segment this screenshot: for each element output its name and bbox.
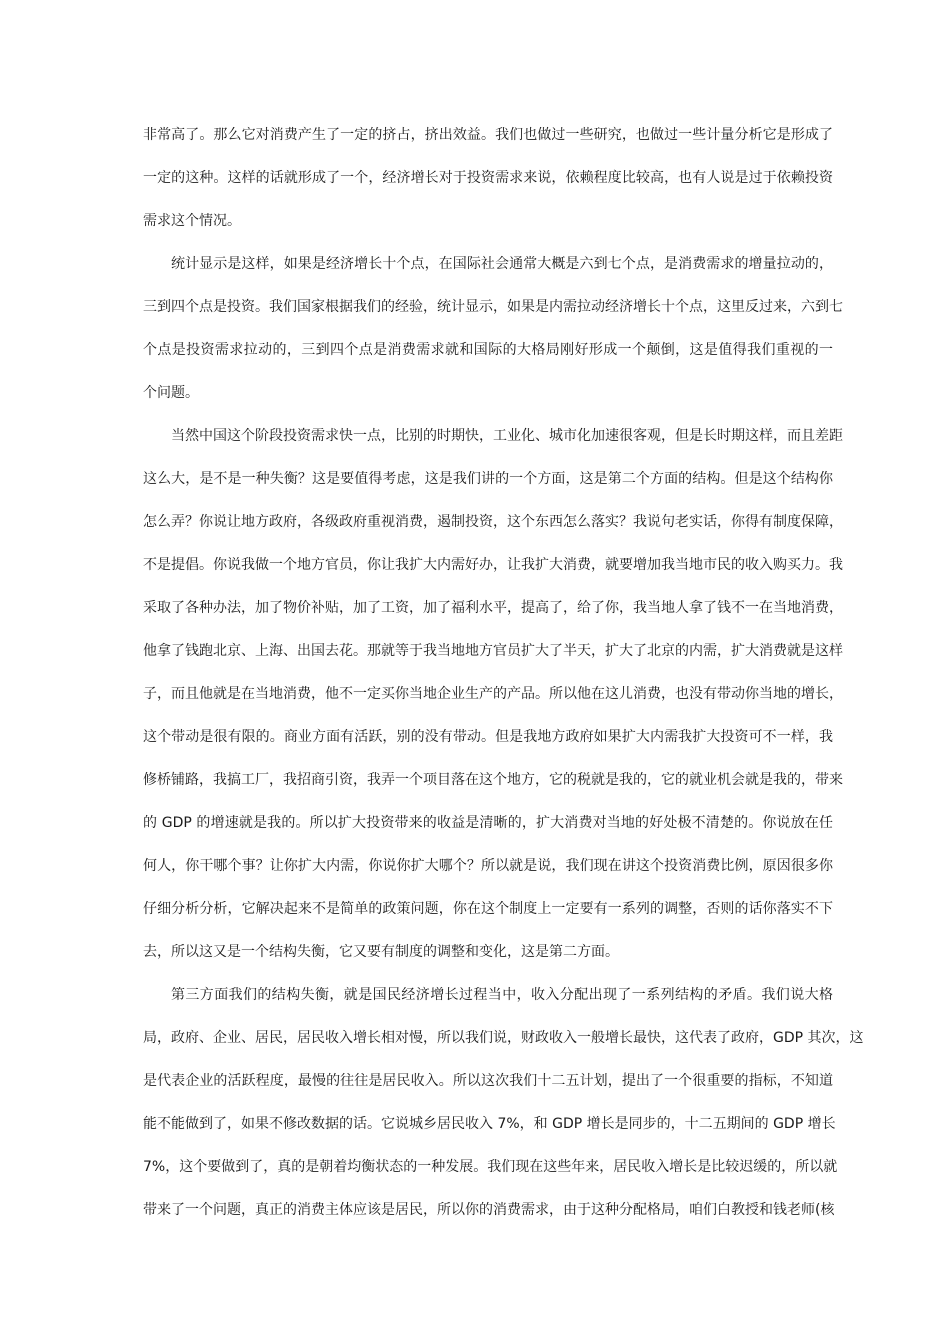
text-line: 的 GDP 的增速就是我的。所以扩大投资带来的收益是清晰的，扩大消费对当地的好处极不清楚的。你说放在任 <box>143 815 833 831</box>
text-line: 何人，你干哪个事？让你扩大内需，你说你扩大哪个？所以就是说，我们现在讲这个投资消费比例，原因很多你 <box>143 858 833 874</box>
text-line: 能不能做到了，如果不修改数据的话。它说城乡居民收入 7%，和 GDP 增长是同步的，十二五期间的 GDP 增长 <box>143 1116 836 1132</box>
text-line: 这个带动是很有限的。商业方面有活跃，别的没有带动。但是我地方政府如果扩大内需我扩大投资可不一样，我 <box>143 729 833 745</box>
text-line: 是代表企业的活跃程度，最慢的往往是居民收入。所以这次我们十二五计划，提出了一个很重要的指标，不知道 <box>143 1073 833 1089</box>
text-line: 个问题。 <box>143 385 199 401</box>
text-line: 怎么弄？你说让地方政府，各级政府重视消费，遏制投资，这个东西怎么落实？我说句老实话，你得有制度保障， <box>143 514 843 530</box>
text-line: 不是提倡。你说我做一个地方官员，你让我扩大内需好办，让我扩大消费，就要增加我当地市民的收入购买力。我 <box>143 557 843 573</box>
text-line: 仔细分析分析，它解决起来不是简单的政策问题，你在这个制度上一定要有一系列的调整，否则的话你落实不下 <box>143 901 833 917</box>
text-line: 个点是投资需求拉动的，三到四个点是消费需求就和国际的大格局刚好形成一个颠倒，这是值得我们重视的一 <box>143 342 833 358</box>
text-line: 需求这个情况。 <box>143 213 241 229</box>
text-line: 非常高了。那么它对消费产生了一定的挤占，挤出效益。我们也做过一些研究，也做过一些计量分析它是形成了 <box>143 127 833 143</box>
text-line: 去，所以这又是一个结构失衡，它又要有制度的调整和变化，这是第二方面。 <box>143 944 619 960</box>
body-text <box>143 121 864 1239</box>
text-line: 局，政府、企业、居民，居民收入增长相对慢，所以我们说，财政收入一般增长最快，这代表了政府，GDP 其次，这 <box>143 1030 864 1046</box>
paragraph-start-line: 第三方面我们的结构失衡，就是国民经济增长过程当中，收入分配出现了一系列结构的矛盾。我们说大格 <box>171 987 833 1003</box>
text-line: 三到四个点是投资。我们国家根据我们的经验，统计显示，如果是内需拉动经济增长十个点，这里反过来，六到七 <box>143 299 843 315</box>
paragraph-start-line: 当然中国这个阶段投资需求快一点，比别的时期快，工业化、城市化加速很客观，但是长时期这样，而且差距 <box>171 428 843 444</box>
text-line: 修桥铺路，我搞工厂，我招商引资，我弄一个项目落在这个地方，它的税就是我的，它的就业机会就是我的，带来 <box>143 772 843 788</box>
paragraph-start-line: 统计显示是这样，如果是经济增长十个点，在国际社会通常大概是六到七个点，是消费需求的增量拉动的， <box>171 256 833 272</box>
text-line: 他拿了钱跑北京、上海、出国去花。那就等于我当地地方官员扩大了半天，扩大了北京的内需，扩大消费就是这样 <box>143 643 843 659</box>
text-line: 子，而且他就是在当地消费，他不一定买你当地企业生产的产品。所以他在这儿消费，也没有带动你当地的增长， <box>143 686 843 702</box>
text-line: 7%，这个要做到了，真的是朝着均衡状态的一种发展。我们现在这些年来，居民收入增长是比较迟缓的，所以就 <box>143 1159 838 1175</box>
text-line: 带来了一个问题，真正的消费主体应该是居民，所以你的消费需求，由于这种分配格局，咱们白教授和钱老师(核 <box>143 1202 835 1218</box>
text-line: 这么大，是不是一种失衡？这是要值得考虑，这是我们讲的一个方面，这是第二个方面的结构。但是这个结构你 <box>143 471 833 487</box>
text-line: 采取了各种办法，加了物价补贴，加了工资，加了福利水平，提高了，给了你，我当地人拿了钱不一在当地消费， <box>143 600 843 616</box>
text-line: 一定的这种。这样的话就形成了一个，经济增长对于投资需求来说，依赖程度比较高，也有人说是过于依赖投资 <box>143 170 833 186</box>
